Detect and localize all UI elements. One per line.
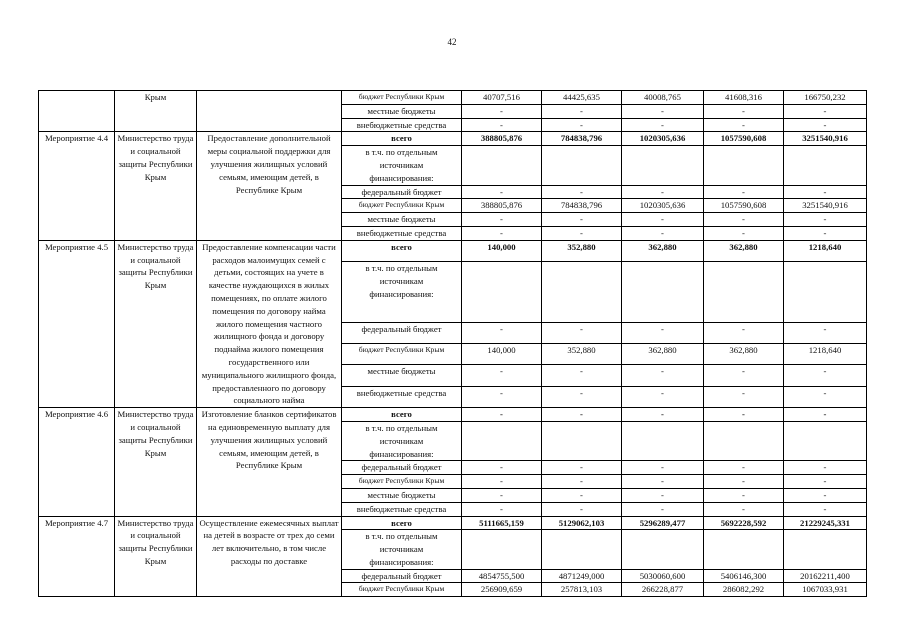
value-cell: 21229245,331 (784, 516, 867, 530)
value-cell (704, 146, 784, 185)
org-cell: Министерство труда и социальной защиты Республики Крым (115, 132, 197, 240)
value-cell: - (784, 408, 867, 422)
value-cell: 5030060,600 (622, 569, 704, 583)
value-cell: - (704, 104, 784, 118)
measure-cell (39, 91, 115, 132)
value-cell: 40008,765 (622, 91, 704, 105)
value-cell (784, 530, 867, 569)
source-cell: местные бюджеты (342, 488, 462, 502)
value-cell: - (462, 461, 542, 475)
desc-cell: Изготовление бланков сертификатов на единовременную выплату для улучшения жилищных условий семьям, имеющим детей, в Республике Крым (197, 408, 342, 516)
value-cell: - (462, 185, 542, 199)
value-cell: - (704, 213, 784, 227)
value-cell (622, 146, 704, 185)
source-cell: местные бюджеты (342, 365, 462, 386)
table-row (39, 516, 867, 530)
source-cell: местные бюджеты (342, 213, 462, 227)
source-cell: федеральный бюджет (342, 569, 462, 583)
value-cell: - (542, 118, 622, 132)
value-cell: - (622, 502, 704, 516)
value-cell (542, 530, 622, 569)
value-cell: 1020305,636 (622, 132, 704, 146)
value-cell (462, 146, 542, 185)
measure-cell: Мероприятие 4.6 (39, 408, 115, 516)
value-cell: 140,000 (462, 344, 542, 365)
value-cell: - (622, 408, 704, 422)
budget-table (38, 90, 867, 597)
value-cell: - (622, 226, 704, 240)
value-cell: - (462, 408, 542, 422)
value-cell: - (704, 475, 784, 489)
value-cell: - (784, 322, 867, 343)
value-cell: 1218,640 (784, 240, 867, 261)
value-cell: - (542, 322, 622, 343)
value-cell: - (704, 386, 784, 407)
value-cell: 20162211,400 (784, 569, 867, 583)
source-cell: всего (342, 240, 462, 261)
source-cell: внебюджетные средства (342, 118, 462, 132)
value-cell: - (704, 461, 784, 475)
source-cell: всего (342, 516, 462, 530)
value-cell: 362,880 (622, 344, 704, 365)
source-cell: федеральный бюджет (342, 185, 462, 199)
source-cell: в т.ч. по отдельным источникам финансирования: (342, 262, 462, 323)
source-cell: всего (342, 132, 462, 146)
value-cell: - (784, 365, 867, 386)
value-cell: - (542, 213, 622, 227)
value-cell: - (704, 488, 784, 502)
value-cell: - (704, 322, 784, 343)
source-cell: бюджет Республики Крым (342, 475, 462, 489)
value-cell: 5129062,103 (542, 516, 622, 530)
source-cell: в т.ч. по отдельным источникам финансирования: (342, 146, 462, 185)
value-cell: 3251540,916 (784, 199, 867, 213)
table-row (39, 408, 867, 422)
value-cell: 4871249,000 (542, 569, 622, 583)
value-cell: 4854755,500 (462, 569, 542, 583)
page-number: 42 (447, 37, 457, 47)
value-cell: 1057590,608 (704, 132, 784, 146)
source-cell: в т.ч. по отдельным источникам финансирования: (342, 530, 462, 569)
value-cell: - (542, 185, 622, 199)
value-cell: - (704, 118, 784, 132)
value-cell: - (784, 461, 867, 475)
value-cell: - (622, 365, 704, 386)
value-cell (704, 262, 784, 323)
value-cell: - (622, 104, 704, 118)
value-cell: - (704, 185, 784, 199)
value-cell: - (704, 226, 784, 240)
value-cell: - (784, 213, 867, 227)
value-cell: - (784, 386, 867, 407)
value-cell: 352,880 (542, 344, 622, 365)
desc-cell: Предоставление компенсации части расходов малоимущих семей с детьми, состоящих на учете в качестве нуждающихся в жилых помещениях, по оплате жилого помещения по договору найма жилого помещения частного жилищного фонда и договору поднайма жилого помещения государственного или муниципального жилищного фонда, предоставленного по договору социального найма (197, 240, 342, 407)
value-cell (542, 421, 622, 460)
value-cell: 388805,876 (462, 199, 542, 213)
value-cell: - (784, 185, 867, 199)
source-cell: федеральный бюджет (342, 461, 462, 475)
value-cell: 166750,232 (784, 91, 867, 105)
value-cell: - (462, 502, 542, 516)
value-cell (622, 421, 704, 460)
value-cell: 3251540,916 (784, 132, 867, 146)
source-cell: бюджет Республики Крым (342, 199, 462, 213)
desc-cell: Предоставление дополнительной меры социальной поддержки для улучшения жилищных условий семьям, имеющим детей, в Республике Крым (197, 132, 342, 240)
value-cell: - (542, 365, 622, 386)
value-cell: 140,000 (462, 240, 542, 261)
value-cell: 784838,796 (542, 132, 622, 146)
value-cell: - (542, 502, 622, 516)
value-cell: - (542, 488, 622, 502)
value-cell (622, 530, 704, 569)
value-cell: - (622, 213, 704, 227)
value-cell: - (462, 226, 542, 240)
org-cell: Министерство труда и социальной защиты Республики Крым (115, 240, 197, 407)
value-cell: - (704, 408, 784, 422)
value-cell: 352,880 (542, 240, 622, 261)
value-cell: 1020305,636 (622, 199, 704, 213)
source-cell: федеральный бюджет (342, 322, 462, 343)
value-cell: - (462, 104, 542, 118)
source-cell: бюджет Республики Крым (342, 91, 462, 105)
value-cell: 5406146,300 (704, 569, 784, 583)
value-cell: - (542, 104, 622, 118)
source-cell: бюджет Республики Крым (342, 583, 462, 597)
value-cell: - (784, 475, 867, 489)
table-row (39, 240, 867, 261)
value-cell: - (542, 386, 622, 407)
value-cell: - (462, 213, 542, 227)
source-cell: местные бюджеты (342, 104, 462, 118)
value-cell: - (622, 386, 704, 407)
value-cell: 257813,103 (542, 583, 622, 597)
value-cell: - (784, 226, 867, 240)
org-cell: Крым (115, 91, 197, 132)
table-body (39, 91, 867, 597)
org-cell: Министерство труда и социальной защиты Республики Крым (115, 408, 197, 516)
value-cell (462, 530, 542, 569)
desc-cell (197, 91, 342, 132)
value-cell: - (622, 488, 704, 502)
value-cell: 1067033,931 (784, 583, 867, 597)
value-cell: - (542, 475, 622, 489)
value-cell (462, 262, 542, 323)
value-cell: 286082,292 (704, 583, 784, 597)
value-cell: - (784, 488, 867, 502)
source-cell: бюджет Республики Крым (342, 344, 462, 365)
value-cell: - (462, 365, 542, 386)
value-cell: - (784, 502, 867, 516)
value-cell: 44425,635 (542, 91, 622, 105)
source-cell: внебюджетные средства (342, 386, 462, 407)
value-cell: - (542, 408, 622, 422)
value-cell: - (622, 185, 704, 199)
value-cell: - (622, 475, 704, 489)
source-cell: внебюджетные средства (342, 502, 462, 516)
value-cell (784, 146, 867, 185)
source-cell: всего (342, 408, 462, 422)
value-cell: 41608,316 (704, 91, 784, 105)
value-cell: - (704, 365, 784, 386)
value-cell (704, 421, 784, 460)
table-row (39, 91, 867, 105)
value-cell (784, 421, 867, 460)
value-cell: 5111665,159 (462, 516, 542, 530)
value-cell: - (542, 461, 622, 475)
table-row (39, 132, 867, 146)
value-cell (622, 262, 704, 323)
value-cell: - (462, 475, 542, 489)
value-cell: - (784, 118, 867, 132)
value-cell: 388805,876 (462, 132, 542, 146)
measure-cell: Мероприятие 4.5 (39, 240, 115, 407)
value-cell: - (462, 322, 542, 343)
source-cell: в т.ч. по отдельным источникам финансирования: (342, 421, 462, 460)
value-cell: 40707,516 (462, 91, 542, 105)
measure-cell: Мероприятие 4.7 (39, 516, 115, 597)
value-cell: 256909,659 (462, 583, 542, 597)
value-cell: - (622, 118, 704, 132)
value-cell (784, 262, 867, 323)
value-cell: 266228,877 (622, 583, 704, 597)
value-cell (462, 421, 542, 460)
value-cell (542, 146, 622, 185)
value-cell: - (462, 118, 542, 132)
value-cell (542, 262, 622, 323)
value-cell: 784838,796 (542, 199, 622, 213)
value-cell (704, 530, 784, 569)
desc-cell: Осуществление ежемесячных выплат на детей в возрасте от трех до семи лет включительно, в том числе расходы по доставке (197, 516, 342, 597)
value-cell: - (462, 488, 542, 502)
value-cell: 362,880 (622, 240, 704, 261)
value-cell: 5296289,477 (622, 516, 704, 530)
org-cell: Министерство труда и социальной защиты Республики Крым (115, 516, 197, 597)
source-cell: внебюджетные средства (342, 226, 462, 240)
value-cell: 5692228,592 (704, 516, 784, 530)
value-cell: 1218,640 (784, 344, 867, 365)
value-cell: - (542, 226, 622, 240)
value-cell: 362,880 (704, 240, 784, 261)
value-cell: - (622, 461, 704, 475)
value-cell: - (784, 104, 867, 118)
value-cell: - (704, 502, 784, 516)
value-cell: - (462, 386, 542, 407)
value-cell: - (622, 322, 704, 343)
value-cell: 1057590,608 (704, 199, 784, 213)
value-cell: 362,880 (704, 344, 784, 365)
measure-cell: Мероприятие 4.4 (39, 132, 115, 240)
